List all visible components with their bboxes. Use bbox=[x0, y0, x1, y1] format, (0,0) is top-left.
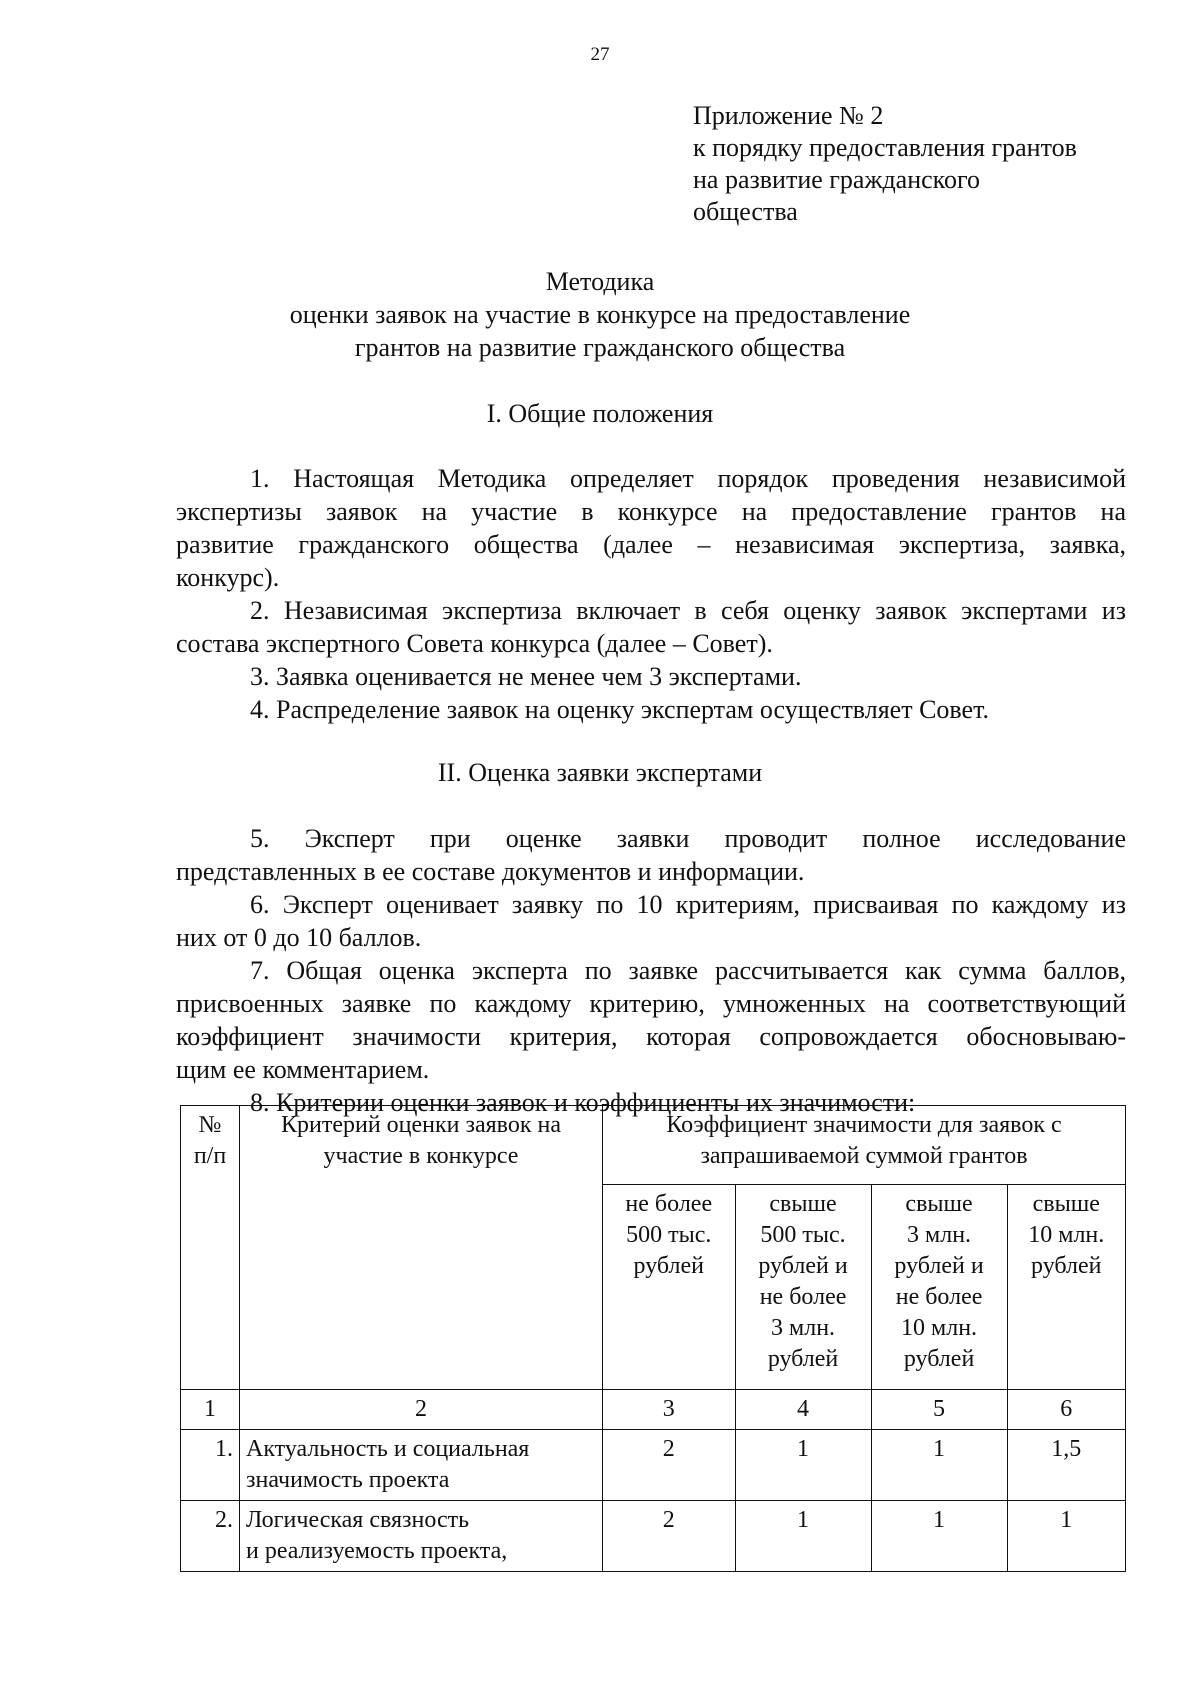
paragraph-line: представленных в ее составе документов и информации. bbox=[176, 857, 805, 886]
paragraph-1 bbox=[176, 462, 1126, 594]
header-number-line: п/п bbox=[193, 1143, 227, 1169]
section-heading-expert-review: II. Оценка заявки экспертами bbox=[437, 758, 763, 787]
column-number: 3 bbox=[603, 1390, 736, 1430]
range-line: 3 млн. bbox=[771, 1315, 836, 1341]
appendix-line: общества bbox=[693, 197, 798, 226]
document-title bbox=[0, 265, 1200, 364]
range-line: рублей bbox=[903, 1346, 975, 1372]
paragraph-line: развитие гражданского общества (далее – независимая экспертиза, заявка, bbox=[176, 530, 1126, 559]
table-row bbox=[181, 1430, 1126, 1501]
row-criterion bbox=[240, 1430, 603, 1501]
range-line: 3 млн. bbox=[907, 1222, 972, 1248]
range-line: свыше bbox=[769, 1191, 837, 1217]
row-value: 1 bbox=[871, 1501, 1007, 1572]
paragraph-line: коэффициент значимости критерия, которая сопровождается обосновываю- bbox=[176, 1022, 1126, 1051]
paragraph-line: состава экспертного Совета конкурса (далее – Совет). bbox=[176, 629, 773, 658]
header-criterion-line: Критерий оценки заявок на bbox=[280, 1112, 562, 1138]
criterion-line: Логическая связность bbox=[246, 1507, 470, 1533]
title-line: грантов на развитие гражданского общества bbox=[354, 333, 846, 362]
criteria-table bbox=[180, 1105, 1126, 1572]
header-range-1 bbox=[603, 1185, 736, 1390]
row-value: 1 bbox=[735, 1501, 871, 1572]
section-heading-general: I. Общие положения bbox=[486, 399, 714, 428]
paragraph-line: 1. Настоящая Методика определяет порядок проведения независимой bbox=[250, 464, 1126, 493]
paragraph-4 bbox=[176, 693, 1126, 726]
column-number: 5 bbox=[871, 1390, 1007, 1430]
header-range-4 bbox=[1007, 1185, 1125, 1390]
header-range-3 bbox=[871, 1185, 1007, 1390]
row-value: 2 bbox=[603, 1430, 736, 1501]
header-range-2 bbox=[735, 1185, 871, 1390]
range-line: не более bbox=[895, 1284, 983, 1310]
range-line: свыше bbox=[905, 1191, 973, 1217]
appendix-line: Приложение № 2 bbox=[693, 101, 884, 130]
criterion-line: и реализуемость проекта, bbox=[246, 1538, 508, 1564]
table-header-row bbox=[181, 1106, 1126, 1185]
header-number bbox=[181, 1106, 240, 1390]
appendix-line: к порядку предоставления грантов bbox=[693, 133, 1077, 162]
paragraph-line: 2. Независимая экспертиза включает в себя оценку заявок экспертами из bbox=[250, 596, 1126, 625]
range-line: рублей и bbox=[758, 1253, 848, 1279]
criterion-line: Актуальность и социальная bbox=[246, 1436, 530, 1462]
row-value: 1 bbox=[1007, 1501, 1125, 1572]
appendix-header bbox=[693, 100, 1077, 228]
range-line: 10 млн. bbox=[1028, 1222, 1105, 1248]
header-coefficient bbox=[603, 1106, 1126, 1185]
paragraph-line: 3. Заявка оценивается не менее чем 3 экспертами. bbox=[250, 662, 802, 691]
paragraph-3 bbox=[176, 660, 1126, 693]
column-number: 4 bbox=[735, 1390, 871, 1430]
paragraph-2 bbox=[176, 594, 1126, 660]
header-criterion-line: участие в конкурсе bbox=[323, 1143, 519, 1169]
header-coefficient-line: запрашиваемой суммой грантов bbox=[700, 1143, 1028, 1169]
paragraph-line: 7. Общая оценка эксперта по заявке рассчитывается как сумма баллов, bbox=[250, 956, 1126, 985]
row-number: 2. bbox=[181, 1501, 240, 1572]
range-line: рублей bbox=[633, 1253, 704, 1279]
range-line: рублей bbox=[1031, 1253, 1102, 1279]
row-value: 1 bbox=[871, 1430, 1007, 1501]
range-line: не более bbox=[625, 1191, 713, 1217]
paragraph-line: 6. Эксперт оценивает заявку по 10 критериям, присваивая по каждому из bbox=[250, 890, 1126, 919]
range-line: 500 тыс. bbox=[626, 1222, 712, 1248]
column-number: 6 bbox=[1007, 1390, 1125, 1430]
header-criterion bbox=[240, 1106, 603, 1390]
range-line: 10 млн. bbox=[901, 1315, 978, 1341]
row-value: 2 bbox=[603, 1501, 736, 1572]
paragraph-line: присвоенных заявке по каждому критерию, умноженных на соответствующий bbox=[176, 989, 1126, 1018]
title-line: Методика bbox=[545, 267, 655, 296]
title-line: оценки заявок на участие в конкурсе на предоставление bbox=[289, 300, 911, 329]
column-number: 2 bbox=[240, 1390, 603, 1430]
range-line: не более bbox=[759, 1284, 847, 1310]
paragraph-7 bbox=[176, 954, 1126, 1086]
row-number: 1. bbox=[181, 1430, 240, 1501]
appendix-line: на развитие гражданского bbox=[693, 165, 980, 194]
criterion-line: значимость проекта bbox=[246, 1467, 450, 1493]
header-coefficient-line: Коэффициент значимости для заявок с bbox=[666, 1112, 1062, 1138]
paragraph-line: них от 0 до 10 баллов. bbox=[176, 923, 422, 952]
range-line: свыше bbox=[1032, 1191, 1100, 1217]
paragraph-6 bbox=[176, 888, 1126, 954]
paragraph-line: экспертизы заявок на участие в конкурсе на предоставление грантов на bbox=[176, 497, 1126, 526]
range-line: рублей bbox=[767, 1346, 839, 1372]
header-number-line: № bbox=[198, 1112, 222, 1138]
row-value: 1 bbox=[735, 1430, 871, 1501]
paragraph-line: 4. Распределение заявок на оценку экспертам осуществляет Совет. bbox=[250, 695, 989, 724]
paragraph-5 bbox=[176, 822, 1126, 888]
range-line: рублей и bbox=[894, 1253, 984, 1279]
page-number: 27 bbox=[590, 44, 610, 65]
paragraph-line: щим ее комментарием. bbox=[176, 1055, 430, 1084]
table-row bbox=[181, 1501, 1126, 1572]
paragraph-line: 5. Эксперт при оценке заявки проводит полное исследование bbox=[250, 824, 1126, 853]
row-criterion bbox=[240, 1501, 603, 1572]
paragraph-line: 8. Критерии оценки заявок и коэффициенты их значимости: bbox=[250, 1088, 916, 1117]
row-value: 1,5 bbox=[1007, 1430, 1125, 1501]
column-number: 1 bbox=[181, 1390, 240, 1430]
column-number-row bbox=[181, 1390, 1126, 1430]
paragraph-line: конкурс). bbox=[176, 563, 280, 592]
range-line: 500 тыс. bbox=[760, 1222, 846, 1248]
